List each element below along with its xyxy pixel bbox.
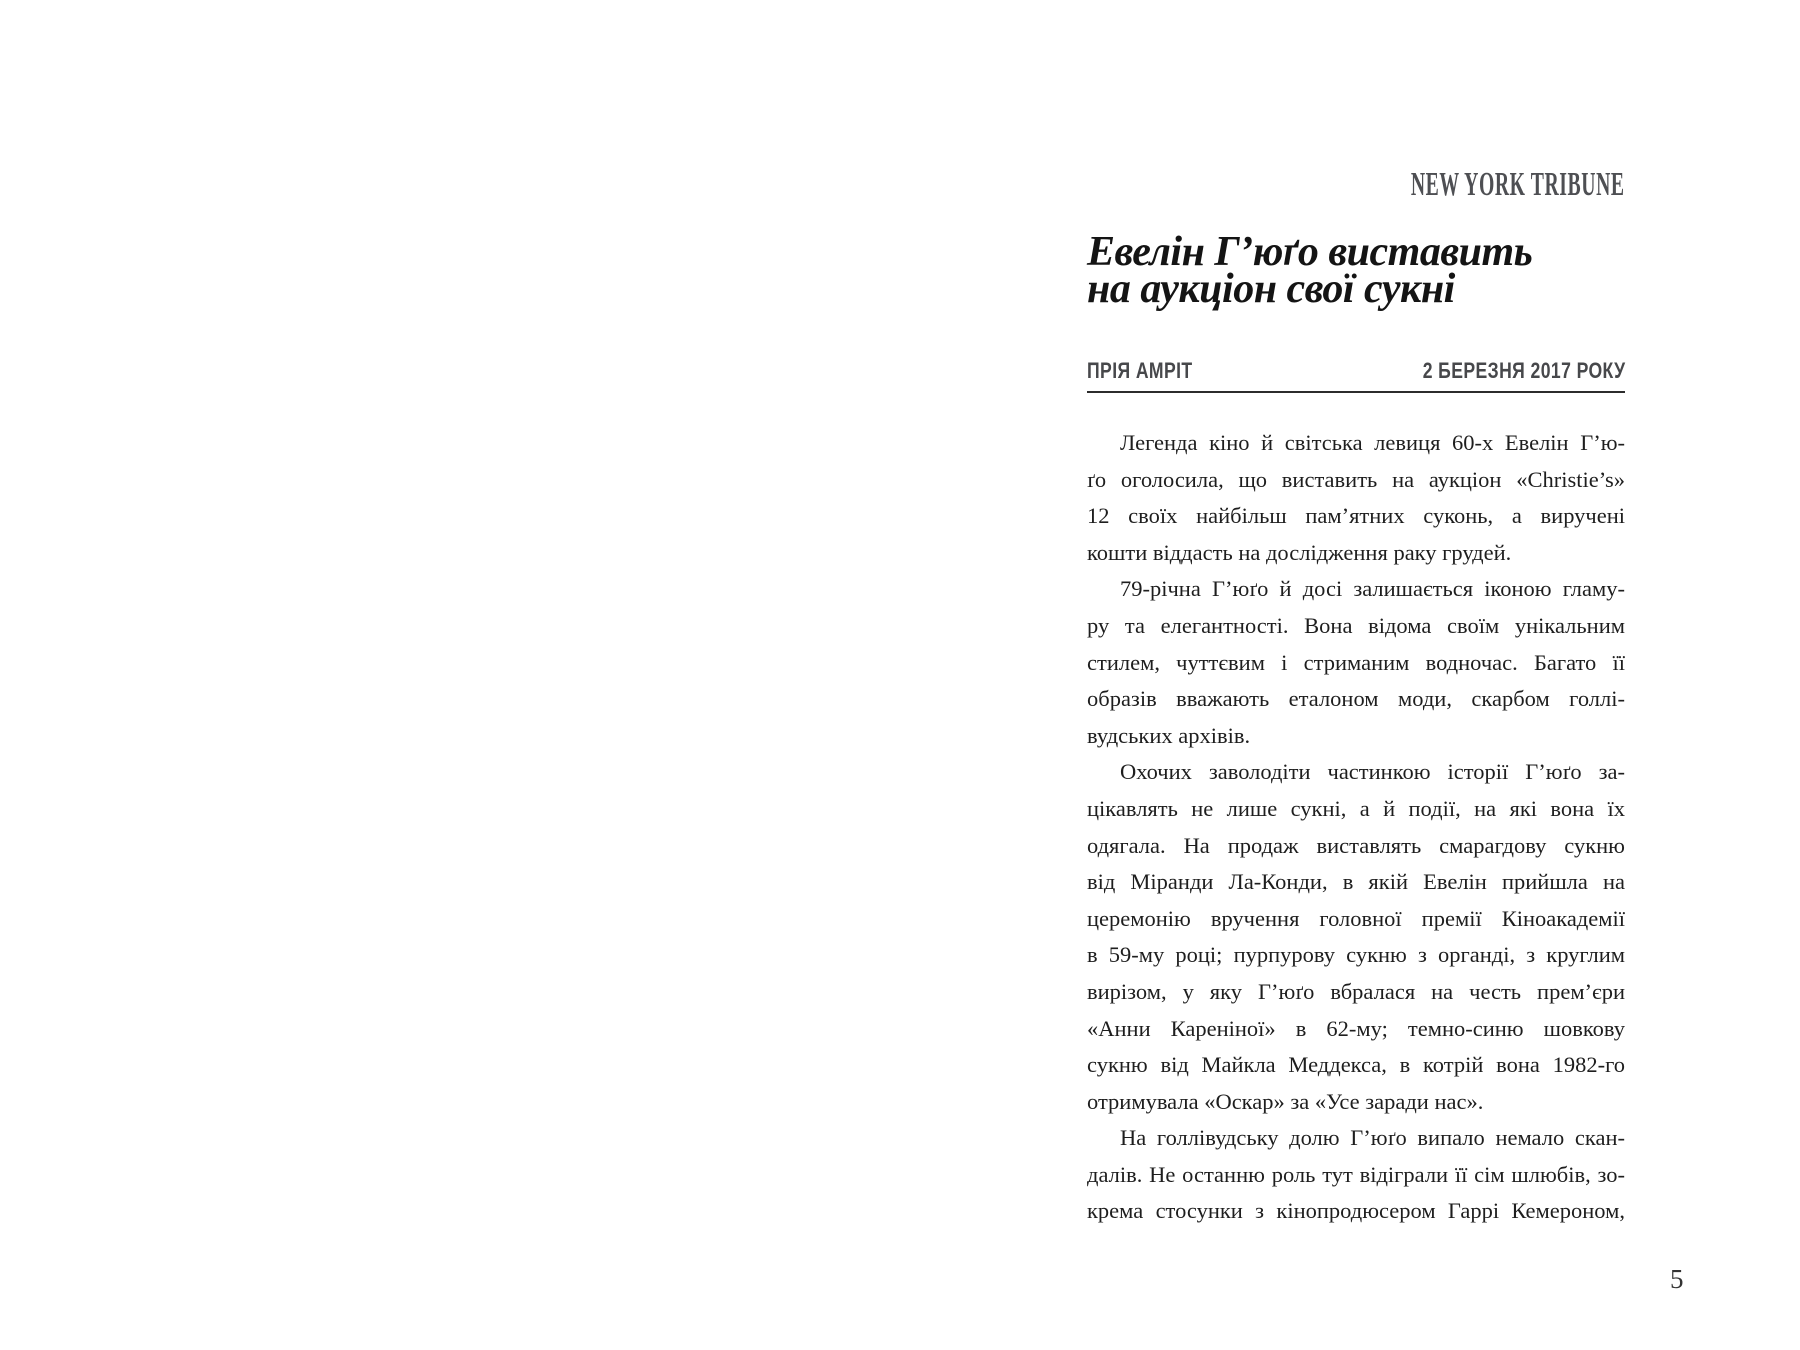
- body-line: Охочих заволодіти частинкою історії Г’юґо за-: [1120, 759, 1625, 785]
- newspaper-masthead: NEW YORK TRIBUNE: [1411, 166, 1625, 203]
- paragraph: [1087, 425, 1625, 571]
- body-line: церемонію вручення головної премії Кіноакадемії: [1087, 905, 1625, 931]
- body-line: ру та елегантності. Вона відома своїм унікальним: [1087, 612, 1625, 638]
- header-divider-rule: [1087, 391, 1625, 393]
- article-body: [1087, 425, 1625, 1230]
- page-number: 5: [1670, 1264, 1684, 1294]
- body-line: Легенда кіно й світська левиця 60-х Евелін Г’ю-: [1120, 430, 1625, 455]
- body-line: ґо оголосила, що виставить на аукціон «Christie’s»: [1087, 466, 1625, 492]
- body-line: цікавлять не лише сукні, а й події, на які вона їх: [1087, 795, 1625, 821]
- body-line: вудських архівів.: [1087, 722, 1251, 748]
- paragraph: [1087, 754, 1625, 1120]
- body-line: в 59-му році; пурпурову сукню з органді, з круглим: [1087, 942, 1625, 968]
- body-line: далів. Не останню роль тут відіграли її сім шлюбів, зо-: [1087, 1161, 1625, 1187]
- body-line: від Міранди Ла-Конди, в якій Евелін прийшла на: [1087, 869, 1625, 895]
- body-line: одягала. На продаж виставлять смарагдову сукню: [1087, 832, 1625, 858]
- article-meta-row: [1087, 359, 1625, 383]
- body-line: образів вважають еталоном моди, скарбом голлі-: [1087, 686, 1625, 712]
- article-byline: ПРІЯ АМРІТ: [1087, 358, 1193, 383]
- body-line: «Анни Кареніної» в 62-му; темно-синю шовкову: [1087, 1015, 1625, 1041]
- body-line: вирізом, у яку Г’юґо вбралася на честь прем’єри: [1087, 978, 1625, 1004]
- paragraph: [1087, 1120, 1625, 1230]
- body-line: крема стосунки з кінопродюсером Гаррі Кемероном,: [1087, 1198, 1625, 1224]
- body-line: 79-річна Г’юґо й досі залишається іконою гламу-: [1120, 576, 1625, 602]
- article-date: 2 БЕРЕЗНЯ 2017 РОКУ: [1422, 358, 1625, 383]
- body-line: На голлівудську долю Г’юґо випало немало скан-: [1120, 1125, 1625, 1151]
- body-line: отримувала «Оскар» за «Усе заради нас».: [1087, 1088, 1484, 1114]
- body-line: 12 своїх найбільш пам’ятних суконь, а виручені: [1087, 503, 1625, 529]
- body-line: сукню від Майкла Меддекса, в котрій вона 1982-го: [1087, 1052, 1625, 1078]
- paragraph: [1087, 571, 1625, 754]
- article-title: [1087, 229, 1647, 312]
- body-line: кошти віддасть на дослідження раку грудей.: [1087, 539, 1512, 565]
- body-line: стилем, чуттєвим і стриманим водночас. Багато її: [1087, 649, 1625, 675]
- article-title-line-1: Евелін Г’юґо виставить: [1087, 229, 1533, 275]
- article-title-line-2: на аукціон свої сукні: [1087, 266, 1455, 312]
